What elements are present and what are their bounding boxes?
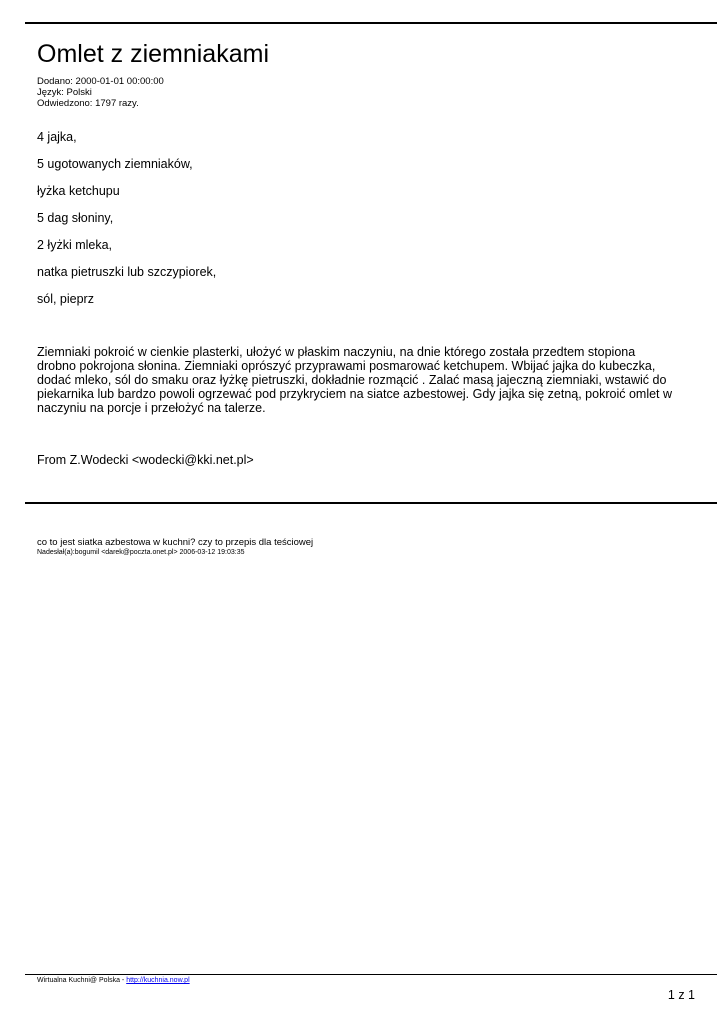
meta-language: Język: Polski — [37, 87, 92, 98]
comment-meta: Nadesłał(a):bogumil <darek@poczta.onet.pl> 2006-03-12 19:03:35 — [37, 549, 245, 556]
ingredient-item: 4 jajka, — [37, 130, 77, 144]
ingredient-item: sól, pieprz — [37, 292, 94, 306]
comment-text: co to jest siatka azbestowa w kuchni? czy to przepis dla teściowej — [37, 537, 314, 548]
footer-rule — [25, 974, 717, 975]
ingredient-item: 5 dag słoniny, — [37, 211, 114, 225]
recipe-title: Omlet z ziemniakami — [37, 40, 269, 68]
page-number: 1 z 1 — [667, 988, 695, 1002]
footer-site — [37, 976, 190, 985]
ingredient-item: łyżka ketchupu — [37, 184, 120, 198]
recipe-instructions: Ziemniaki pokroić w cienkie plasterki, ułożyć w płaskim naczyniu, na dnie którego została przedtem stopiona drobno pokrojona słonina. Ziemniaki oprószyć przyprawami posmarować ketchupem. Wbijać jajka do kubeczka, dodać mleko, sól do smaku oraz łyżkę pietruszki, dokładnie rozmącić . Zalać masą jajeczną ziemniaki, wstawić do piekarnika lub bardzo powoli ogrzewać pod przykryciem na siatce azbestowej. Gdy jajka się zetną, pokroić omlet w naczyniu na porcje i przełożyć na talerze. — [37, 345, 673, 415]
footer-site-link[interactable]: http://kuchnia.now.pl — [126, 977, 190, 984]
recipe-author: From Z.Wodecki <wodecki@kki.net.pl> — [37, 453, 254, 467]
ingredient-item: 2 łyżki mleka, — [37, 238, 113, 252]
comment-block — [37, 537, 313, 557]
footer-site-label: Wirtualna Kuchni@ Polska - — [37, 977, 127, 984]
ingredient-item: natka pietruszki lub szczypiorek, — [37, 265, 217, 279]
recipe-meta — [37, 76, 164, 109]
section-divider — [25, 502, 717, 504]
meta-visits: Odwiedzono: 1797 razy. — [37, 98, 139, 109]
ingredients-list — [37, 130, 216, 319]
ingredient-item: 5 ugotowanych ziemniaków, — [37, 157, 193, 171]
top-rule — [25, 22, 717, 24]
meta-added: Dodano: 2000-01-01 00:00:00 — [37, 76, 164, 87]
